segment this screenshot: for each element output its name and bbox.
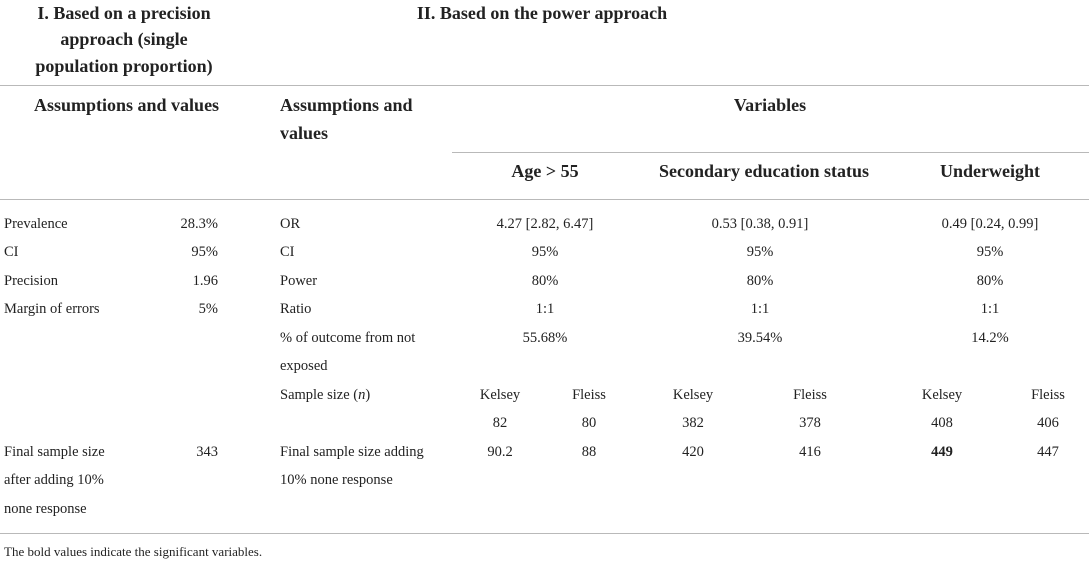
method-kelsey-underweight: Kelsey <box>921 387 963 403</box>
ratio-education: 1:1 <box>750 301 770 317</box>
right-label-outcome-line-1: % of outcome from not <box>280 330 416 346</box>
right-label-power: Power <box>280 273 318 289</box>
var-col-age: Age > 55 <box>511 161 579 181</box>
var-col-underweight: Underweight <box>940 161 1040 181</box>
or-education: 0.53 [0.38, 0.91] <box>711 216 809 232</box>
variables-header: Variables <box>733 95 807 115</box>
left-section-title-line-2: approach (single <box>60 29 188 49</box>
left-value-prevalence: 28.3% <box>180 216 218 232</box>
method-kelsey-age: Kelsey <box>479 387 521 403</box>
table-footnote: The bold values indicate the significant variables. <box>4 544 263 559</box>
final-fleiss-education: 416 <box>799 444 821 460</box>
outcome-education: 39.54% <box>737 330 783 346</box>
ci-age: 95% <box>531 244 559 260</box>
final-left-value: 343 <box>196 444 218 460</box>
ratio-underweight: 1:1 <box>980 301 1000 317</box>
left-assumptions-header: Assumptions and values <box>34 95 220 115</box>
right-assumptions-header-line-2: values <box>280 123 329 143</box>
left-value-margin: 5% <box>198 301 218 317</box>
method-kelsey-education: Kelsey <box>672 387 714 403</box>
left-label-prevalence: Prevalence <box>4 216 68 232</box>
right-section-title: II. Based on the power approach <box>416 3 668 23</box>
final-left-label-line-3: none response <box>4 501 87 517</box>
sample-size-label-suffix: ) <box>365 387 371 403</box>
method-fleiss-education: Fleiss <box>793 387 827 403</box>
sample-kelsey-age: 82 <box>492 415 508 431</box>
final-kelsey-age: 90.2 <box>487 444 513 460</box>
rule-header-bottom <box>0 199 1089 200</box>
sample-kelsey-education: 382 <box>682 415 704 431</box>
left-label-precision: Precision <box>4 273 58 289</box>
sample-size-label <box>280 381 370 409</box>
or-underweight: 0.49 [0.24, 0.99] <box>941 216 1039 232</box>
rule-table-bottom <box>0 533 1089 534</box>
final-left-label-line-2: after adding 10% <box>4 472 104 488</box>
final-right-label-line-1: Final sample size adding <box>280 444 424 460</box>
method-fleiss-age: Fleiss <box>572 387 606 403</box>
left-label-margin: Margin of errors <box>4 301 100 317</box>
outcome-age: 55.68% <box>522 330 568 346</box>
sample-fleiss-age: 80 <box>581 415 597 431</box>
final-kelsey-underweight: 449 <box>931 444 953 460</box>
final-fleiss-age: 88 <box>581 444 597 460</box>
ci-underweight: 95% <box>976 244 1004 260</box>
final-kelsey-education: 420 <box>682 444 704 460</box>
or-age: 4.27 [2.82, 6.47] <box>496 216 594 232</box>
left-value-precision: 1.96 <box>192 273 218 289</box>
left-value-ci: 95% <box>191 244 218 260</box>
sample-fleiss-underweight: 406 <box>1037 415 1059 431</box>
sample-fleiss-education: 378 <box>799 415 821 431</box>
outcome-underweight: 14.2% <box>971 330 1009 346</box>
left-section-title-line-3: population proportion) <box>35 56 213 76</box>
right-label-ci: CI <box>280 244 295 260</box>
final-fleiss-underweight: 447 <box>1037 444 1059 460</box>
power-underweight: 80% <box>976 273 1004 289</box>
right-label-outcome-line-2: exposed <box>280 358 328 374</box>
var-col-education: Secondary education status <box>658 161 869 181</box>
final-right-label-line-2: 10% none response <box>280 472 393 488</box>
ci-education: 95% <box>746 244 774 260</box>
ratio-age: 1:1 <box>535 301 555 317</box>
right-label-ratio: Ratio <box>280 301 312 317</box>
right-assumptions-header-line-1: Assumptions and <box>280 95 413 115</box>
right-label-or: OR <box>280 216 301 232</box>
rule-top-header <box>0 85 1089 86</box>
sample-size-label-prefix: Sample size ( <box>280 387 359 403</box>
final-left-label-line-1: Final sample size <box>4 444 105 460</box>
method-fleiss-underweight: Fleiss <box>1031 387 1065 403</box>
sample-size-label-n: n <box>358 387 366 403</box>
left-label-ci: CI <box>4 244 19 260</box>
sample-kelsey-underweight: 408 <box>931 415 953 431</box>
rule-variables <box>452 152 1089 153</box>
power-age: 80% <box>531 273 559 289</box>
power-education: 80% <box>746 273 774 289</box>
left-section-title-line-1: I. Based on a precision <box>37 3 211 23</box>
